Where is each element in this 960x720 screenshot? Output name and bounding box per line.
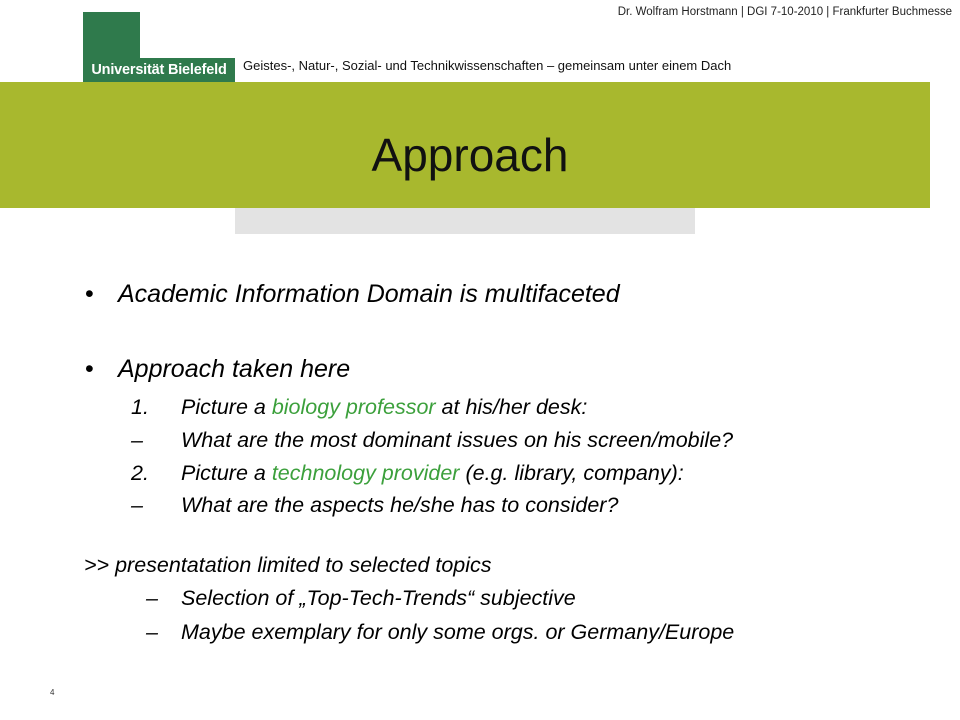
list-marker: – bbox=[131, 493, 143, 517]
list-item: What are the most dominant issues on his screen/mobile? bbox=[181, 428, 734, 452]
list-marker: 1. bbox=[131, 395, 149, 419]
list-item bbox=[181, 395, 587, 420]
highlight-text: biology professor bbox=[271, 395, 436, 419]
list-marker: 2. bbox=[131, 461, 149, 485]
list-marker: – bbox=[146, 620, 158, 644]
page-number: 4 bbox=[50, 688, 55, 697]
logo-green-block bbox=[83, 12, 140, 58]
list-item bbox=[181, 461, 684, 486]
list-item: Selection of „Top-Tech-Trends“ subjective bbox=[181, 586, 576, 610]
bullet-item bbox=[85, 355, 351, 384]
list-item-text: (e.g. library, company): bbox=[459, 461, 684, 485]
summary-line: >> presentatation limited to selected topics bbox=[84, 553, 492, 577]
list-item-text: at his/her desk: bbox=[435, 395, 588, 419]
list-marker: – bbox=[146, 586, 158, 610]
list-marker: – bbox=[131, 428, 143, 452]
list-item: Maybe exemplary for only some orgs. or Germany/Europe bbox=[181, 620, 735, 644]
list-item: What are the aspects he/she has to consider? bbox=[181, 493, 619, 517]
bullet-item bbox=[85, 280, 620, 309]
list-item-text: Picture a bbox=[181, 461, 272, 485]
bullet-text: Academic Information Domain is multifaceted bbox=[118, 280, 620, 308]
slide-title: Approach bbox=[371, 129, 569, 181]
bullet-marker: • bbox=[85, 280, 94, 308]
university-logo: Universität Bielefeld bbox=[83, 58, 235, 82]
bullet-marker: • bbox=[85, 355, 94, 383]
university-slogan: Geistes-, Natur-, Sozial- und Technikwissenschaften – gemeinsam unter einem Dach bbox=[243, 58, 732, 73]
list-item-text: Picture a bbox=[181, 395, 272, 419]
highlight-text: technology provider bbox=[271, 461, 460, 485]
author-line: Dr. Wolfram Horstmann | DGI 7-10-2010 | Frankfurter Buchmesse bbox=[617, 6, 952, 18]
bullet-text: Approach taken here bbox=[118, 355, 351, 383]
